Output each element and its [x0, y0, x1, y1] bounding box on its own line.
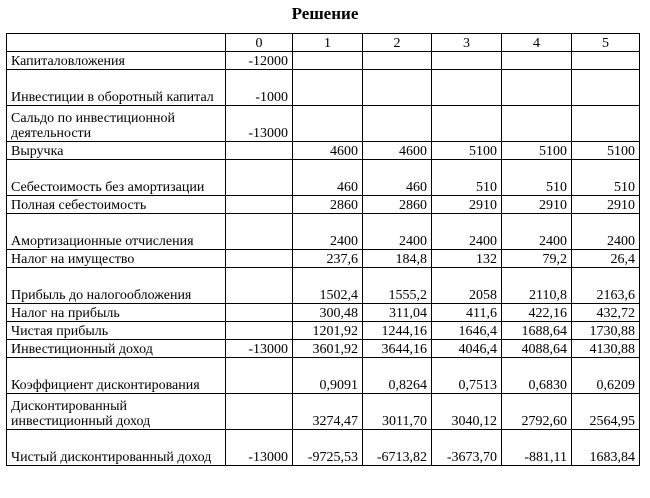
table-cell — [226, 322, 293, 340]
table-cell: 2910 — [502, 196, 572, 214]
table-cell: -3673,70 — [432, 430, 502, 466]
table-cell — [432, 70, 502, 106]
table-cell: 2400 — [572, 214, 640, 250]
table-cell: 0,6209 — [572, 358, 640, 394]
table-cell: 3601,92 — [293, 340, 363, 358]
table-cell: 132 — [432, 250, 502, 268]
header-cell: 2 — [363, 34, 432, 52]
table-cell: 184,8 — [363, 250, 432, 268]
header-cell: 5 — [572, 34, 640, 52]
row-label: Инвестиции в оборотный капитал — [7, 70, 226, 106]
table-cell: 5100 — [502, 142, 572, 160]
table-cell: 3040,12 — [432, 394, 502, 430]
table-cell: 2400 — [502, 214, 572, 250]
table-cell: 2792,60 — [502, 394, 572, 430]
table-cell: 2400 — [293, 214, 363, 250]
table-cell — [432, 106, 502, 142]
table-cell: -1000 — [226, 70, 293, 106]
table-cell: 2110,8 — [502, 268, 572, 304]
row-label: Налог на прибыль — [7, 304, 226, 322]
table-cell — [293, 52, 363, 70]
table-row — [7, 214, 640, 250]
table-cell: -13000 — [226, 430, 293, 466]
table-row — [7, 106, 640, 142]
table-cell — [572, 52, 640, 70]
row-label: Инвестиционный доход — [7, 340, 226, 358]
table-cell: 300,48 — [293, 304, 363, 322]
table-cell: 0,8264 — [363, 358, 432, 394]
table-cell: 26,4 — [572, 250, 640, 268]
table-cell: 1730,88 — [572, 322, 640, 340]
table-cell: 460 — [293, 160, 363, 196]
document-title: Решение — [291, 4, 359, 23]
table-cell: -13000 — [226, 340, 293, 358]
table-cell: 4088,64 — [502, 340, 572, 358]
table-cell: 432,72 — [572, 304, 640, 322]
header-cell — [7, 34, 226, 52]
table-cell: -13000 — [226, 106, 293, 142]
table-cell: 4046,4 — [432, 340, 502, 358]
header-cell: 0 — [226, 34, 293, 52]
table-cell — [293, 106, 363, 142]
table-cell: 4130,88 — [572, 340, 640, 358]
table-cell — [226, 304, 293, 322]
row-label: Полная себестоимость — [7, 196, 226, 214]
table-cell — [363, 70, 432, 106]
table-row — [7, 394, 640, 430]
table-cell: -6713,82 — [363, 430, 432, 466]
table-cell — [226, 214, 293, 250]
table-cell — [572, 106, 640, 142]
table-row — [7, 250, 640, 268]
table-cell — [502, 70, 572, 106]
table-row — [7, 52, 640, 70]
table-cell: 2860 — [293, 196, 363, 214]
table-cell — [226, 160, 293, 196]
table-cell: 510 — [572, 160, 640, 196]
table-row — [7, 358, 640, 394]
table-cell: 460 — [363, 160, 432, 196]
table-cell — [432, 52, 502, 70]
table-cell: 2163,6 — [572, 268, 640, 304]
table-cell: 4600 — [363, 142, 432, 160]
table-cell: 3274,47 — [293, 394, 363, 430]
table-row — [7, 160, 640, 196]
row-label: Налог на имущество — [7, 250, 226, 268]
table-cell — [226, 268, 293, 304]
table-row — [7, 340, 640, 358]
table-cell — [363, 106, 432, 142]
table-cell: 2400 — [432, 214, 502, 250]
header-cell: 3 — [432, 34, 502, 52]
table-cell — [226, 250, 293, 268]
row-label: Дисконтированный инвестиционный доход — [7, 394, 226, 430]
table-cell: 237,6 — [293, 250, 363, 268]
table-cell: 0,9091 — [293, 358, 363, 394]
row-label: Коэффициент дисконтирования — [7, 358, 226, 394]
table-cell: 411,6 — [432, 304, 502, 322]
table-cell: 0,7513 — [432, 358, 502, 394]
table-cell: 311,04 — [363, 304, 432, 322]
table-row — [7, 304, 640, 322]
table-cell: -881,11 — [502, 430, 572, 466]
table-cell: 1646,4 — [432, 322, 502, 340]
table-cell: 4600 — [293, 142, 363, 160]
table-cell: 3644,16 — [363, 340, 432, 358]
table-row — [7, 142, 640, 160]
table-cell: 5100 — [572, 142, 640, 160]
table-cell — [226, 358, 293, 394]
table-cell — [363, 52, 432, 70]
table-cell: 1683,84 — [572, 430, 640, 466]
row-label: Сальдо по инвестиционной деятельности — [7, 106, 226, 142]
table-cell — [226, 142, 293, 160]
table-cell: 5100 — [432, 142, 502, 160]
table-cell: -12000 — [226, 52, 293, 70]
table-row — [7, 196, 640, 214]
table-cell: 2860 — [363, 196, 432, 214]
row-label: Чистый дисконтированный доход — [7, 430, 226, 466]
table-row — [7, 70, 640, 106]
table-cell: 2564,95 — [572, 394, 640, 430]
row-label: Прибыль до налогообложения — [7, 268, 226, 304]
table-cell: 422,16 — [502, 304, 572, 322]
table-cell: 2910 — [572, 196, 640, 214]
table-cell: 510 — [502, 160, 572, 196]
table-cell: 1502,4 — [293, 268, 363, 304]
header-row — [7, 34, 640, 52]
table-cell: 79,2 — [502, 250, 572, 268]
table-cell — [502, 106, 572, 142]
row-label: Капиталовложения — [7, 52, 226, 70]
table-row — [7, 268, 640, 304]
table-row — [7, 322, 640, 340]
table-cell: 1201,92 — [293, 322, 363, 340]
table-cell — [226, 394, 293, 430]
table-cell: 2058 — [432, 268, 502, 304]
table-cell — [502, 52, 572, 70]
header-cell: 1 — [293, 34, 363, 52]
row-label: Амортизационные отчисления — [7, 214, 226, 250]
table-cell — [293, 70, 363, 106]
table-cell — [572, 70, 640, 106]
table-cell: -9725,53 — [293, 430, 363, 466]
table-cell: 1244,16 — [363, 322, 432, 340]
row-label: Себестоимость без амортизации — [7, 160, 226, 196]
row-label: Выручка — [7, 142, 226, 160]
table-cell: 2910 — [432, 196, 502, 214]
table-row — [7, 430, 640, 466]
row-label: Чистая прибыль — [7, 322, 226, 340]
table-cell — [226, 196, 293, 214]
table-cell: 3011,70 — [363, 394, 432, 430]
table-cell: 2400 — [363, 214, 432, 250]
table-cell: 1688,64 — [502, 322, 572, 340]
solution-table — [6, 33, 640, 466]
table-cell: 1555,2 — [363, 268, 432, 304]
header-cell: 4 — [502, 34, 572, 52]
table-cell: 0,6830 — [502, 358, 572, 394]
table-cell: 510 — [432, 160, 502, 196]
